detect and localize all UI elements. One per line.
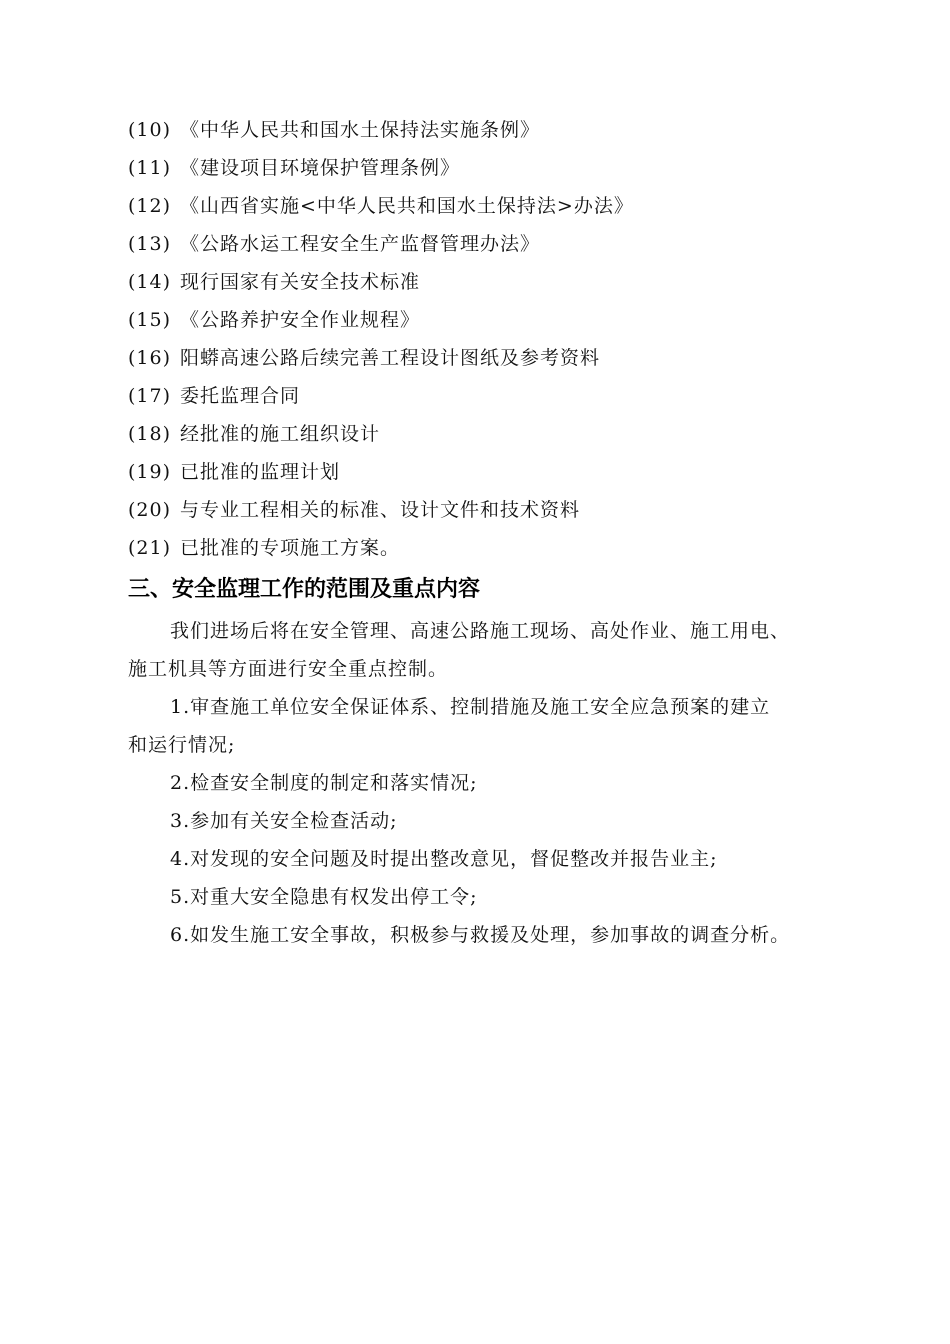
reference-number: (19)	[128, 461, 172, 483]
reference-number: (10)	[128, 119, 172, 141]
section-heading: 三、安全监理工作的范围及重点内容	[128, 577, 481, 602]
reference-text: 阳蟒高速公路后续完善工程设计图纸及参考资料	[180, 347, 601, 369]
item-6: 6.如发生施工安全事故，积极参与救援及处理，参加事故的调查分析。	[170, 924, 791, 946]
reference-number: (20)	[128, 499, 172, 521]
reference-text: 《公路水运工程安全生产监督管理办法》	[180, 233, 541, 255]
reference-number: (14)	[128, 271, 172, 293]
reference-text: 已批准的专项施工方案。	[180, 537, 401, 559]
reference-item	[128, 156, 460, 180]
reference-text: 与专业工程相关的标准、设计文件和技术资料	[180, 499, 581, 521]
reference-text: 已批准的监理计划	[180, 461, 341, 483]
reference-text: 委托监理合同	[180, 385, 301, 407]
reference-number: (17)	[128, 385, 172, 407]
reference-item	[128, 118, 540, 142]
reference-number: (21)	[128, 537, 172, 559]
reference-item	[128, 194, 634, 218]
reference-number: (18)	[128, 423, 172, 445]
item-3: 3.参加有关安全检查活动;	[170, 810, 398, 832]
reference-number: (15)	[128, 309, 172, 331]
reference-item	[128, 498, 580, 522]
item-2: 2.检查安全制度的制定和落实情况;	[170, 772, 478, 794]
reference-text: 《山西省实施<中华人民共和国水土保持法>办法》	[180, 195, 634, 217]
reference-text: 《建设项目环境保护管理条例》	[180, 157, 461, 179]
intro-paragraph-line-2: 施工机具等方面进行安全重点控制。	[128, 658, 449, 680]
reference-text: 《中华人民共和国水土保持法实施条例》	[180, 119, 541, 141]
intro-paragraph-line-1: 我们进场后将在安全管理、高速公路施工现场、高处作业、施工用电、	[170, 620, 791, 642]
reference-item	[128, 384, 300, 408]
reference-number: (16)	[128, 347, 172, 369]
reference-number: (12)	[128, 195, 172, 217]
item-1-line-1: 1.审查施工单位安全保证体系、控制措施及施工安全应急预案的建立	[170, 696, 771, 718]
reference-text: 现行国家有关安全技术标准	[180, 271, 421, 293]
reference-number: (11)	[128, 157, 172, 179]
item-1-line-2: 和运行情况;	[128, 734, 236, 756]
reference-text: 《公路养护安全作业规程》	[180, 309, 421, 331]
reference-item	[128, 232, 540, 256]
reference-item	[128, 422, 380, 446]
item-5: 5.对重大安全隐患有权发出停工令;	[170, 886, 478, 908]
reference-item	[128, 270, 420, 294]
reference-number: (13)	[128, 233, 172, 255]
reference-item	[128, 536, 400, 560]
reference-text: 经批准的施工组织设计	[180, 423, 381, 445]
reference-item	[128, 346, 600, 370]
reference-item	[128, 308, 420, 332]
reference-item	[128, 460, 340, 484]
item-4: 4.对发现的安全问题及时提出整改意见，督促整改并报告业主;	[170, 848, 718, 870]
